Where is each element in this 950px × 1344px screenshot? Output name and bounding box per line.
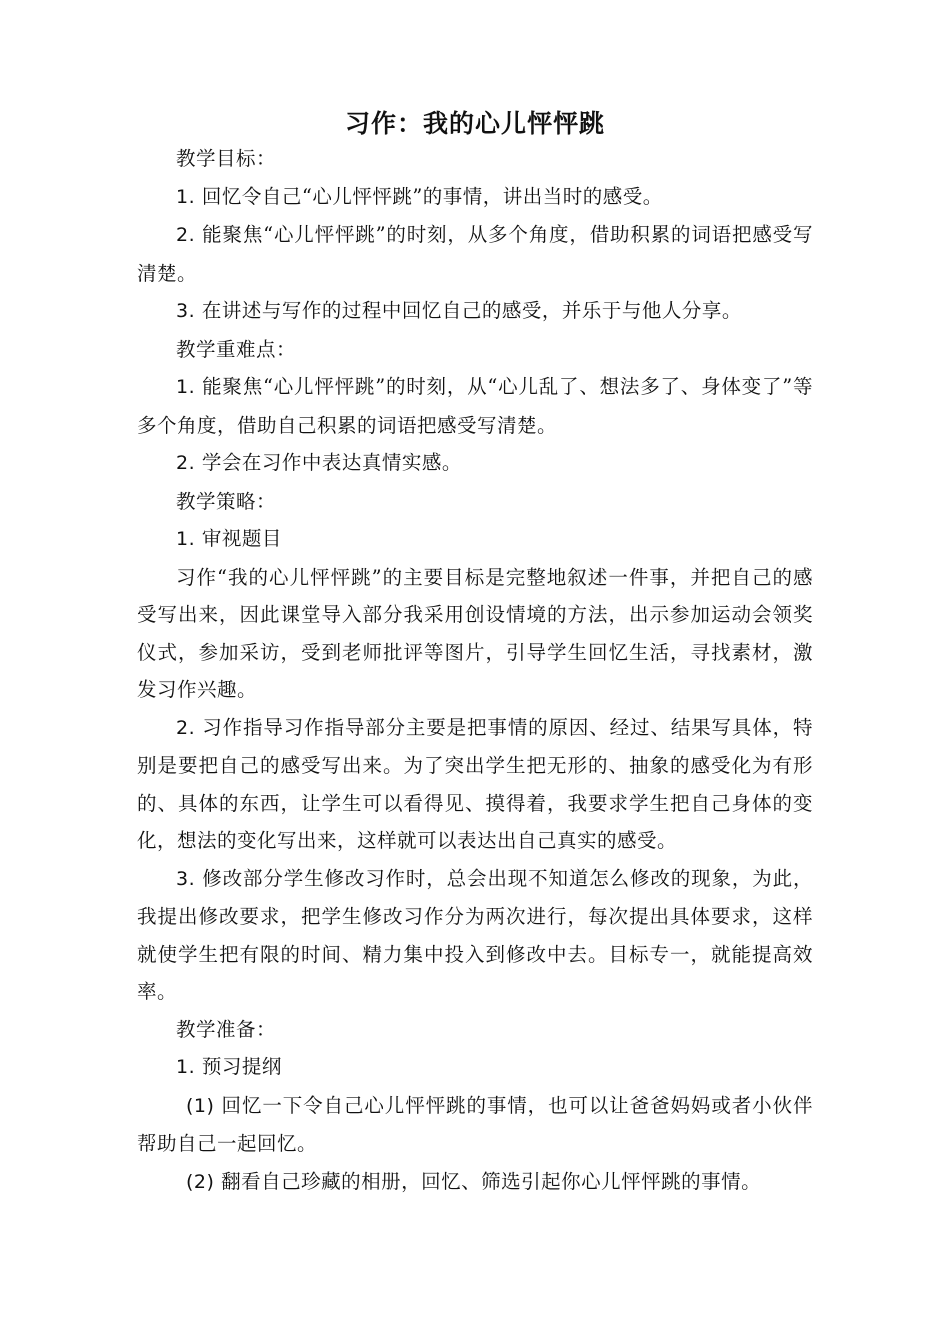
- paragraph-preparation-1: 1. 预习提纲: [176, 1055, 282, 1078]
- paragraph-strategy-1-body: 习作“我的心儿怦怦跳”的主要目标是完整地叙述一件事，并把自己的感受写出来，因此课堂导入部分我采用创设情境的方法，出示参加运动会领奖仪式，参加采访，受到老师批评等图片，引导学生回忆生活，寻找素材，激发习作兴趣。: [137, 565, 813, 701]
- paragraph-goal-3: 3. 在讲述与写作的过程中回忆自己的感受，并乐于与他人分享。: [176, 299, 742, 322]
- paragraph-keypoints-heading: 教学重难点：: [176, 337, 297, 361]
- paragraph-goal-2: 2. 能聚焦“心儿怦怦跳”的时刻，从多个角度，借助积累的词语把感受写清楚。: [137, 223, 813, 285]
- document-body: [137, 140, 813, 1201]
- paragraph-strategy-2: 2. 习作指导习作指导部分主要是把事情的原因、经过、结果写具体，特别是要把自己的感受写出来。为了突出学生把无形的、抽象的感受化为有形的、具体的东西，让学生可以看得见、摸得着，我要求学生把自己身体的变化，想法的变化写出来，这样就可以表达出自己真实的感受。: [137, 715, 813, 852]
- paragraph-keypoint-1: 1. 能聚焦“心儿怦怦跳”的时刻，从“心儿乱了、想法多了、身体变了”等多个角度，借助自己积累的词语把感受写清楚。: [137, 375, 813, 437]
- paragraph-preparation-heading: 教学准备：: [176, 1017, 277, 1041]
- paragraph-preparation-sub-2: (2) 翻看自己珍藏的相册，回忆、筛选引起你心儿怦怦跳的事情。: [186, 1169, 762, 1193]
- paragraph-goal-1: 1. 回忆令自己“心儿怦怦跳”的事情，讲出当时的感受。: [176, 184, 663, 208]
- document-title: 习作：我的心儿怦怦跳: [344, 109, 605, 138]
- paragraph-strategy-1-title: 1. 审视题目: [176, 527, 282, 550]
- paragraph-strategy-3: 3. 修改部分学生修改习作时，总会出现不知道怎么修改的现象，为此，我提出修改要求，把学生修改习作分为两次进行，每次提出具体要求，这样就使学生把有限的时间、精力集中投入到修改中去。目标专一，就能提高效率。: [137, 866, 813, 1003]
- paragraph-keypoint-2: 2. 学会在习作中表达真情实感。: [176, 451, 462, 474]
- paragraph-strategy-heading: 教学策略：: [176, 489, 277, 513]
- paragraph-preparation-sub-1: (1) 回忆一下令自己心儿怦怦跳的事情，也可以让爸爸妈妈或者小伙伴帮助自己一起回忆。: [137, 1093, 813, 1155]
- paragraph-goals-heading: 教学目标：: [176, 147, 277, 170]
